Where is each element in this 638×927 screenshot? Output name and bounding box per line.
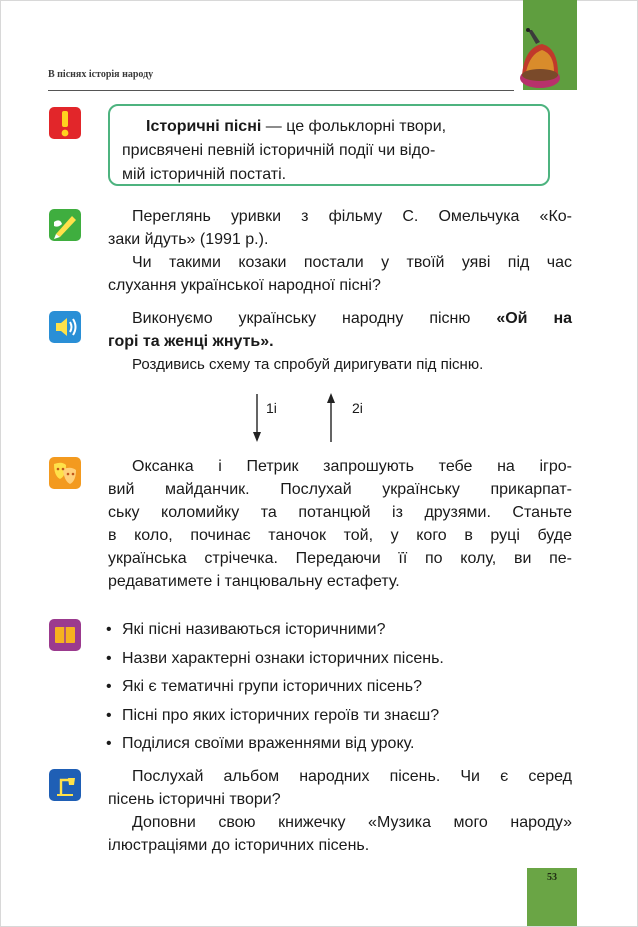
- home-task-line-3-text: Доповни свою книжечку «Музика мого народу»: [132, 814, 572, 831]
- game-task-line-3: ську коломийку та потанцюй із друзями. Станьте: [108, 504, 572, 521]
- song-task-line-3: Роздивись схему та спробуй диригувати під пісню.: [132, 356, 484, 373]
- definition-line-2: присвячені певній історичній події чи відо-: [122, 142, 436, 159]
- question-item: • Назви характерні ознаки історичних пісень.: [106, 645, 444, 674]
- exclamation-icon: [48, 106, 82, 140]
- game-task-line-5: українська стрічечка. Передаючи її по колу, ви пе-: [108, 550, 572, 567]
- definition-line-3: мій історичній постаті.: [122, 166, 287, 183]
- definition-term: Історичні пісні: [146, 118, 262, 135]
- speaker-icon: [48, 310, 82, 344]
- song-task-line-2: [108, 330, 572, 353]
- question-item: • Які пісні називаються історичними?: [106, 616, 444, 645]
- film-task-line-3-text: Чи такими козаки постали у твоїй уяві під час: [132, 254, 572, 271]
- home-task-line-2: пісень історичні твори?: [108, 791, 281, 808]
- game-task: [108, 455, 572, 593]
- header-rule: [48, 90, 514, 91]
- film-task: [108, 205, 572, 297]
- film-task-line-3: [108, 251, 572, 274]
- film-task-line-4: слухання української народної пісні?: [108, 277, 381, 294]
- beat-2-label: 2і: [352, 400, 363, 416]
- page-number: 53: [547, 872, 557, 883]
- definition-line-1-rest: — це фольклорні твори,: [261, 118, 447, 135]
- film-task-line-1-text: Переглянь уривки з фільму С. Омельчука «Ко-: [132, 208, 572, 225]
- film-task-line-1: [108, 205, 572, 228]
- home-task-line-1-text: Послухай альбом народних пісень. Чи є серед: [132, 768, 572, 785]
- song-task-line-1-plain: Виконуємо українську народну пісню: [132, 310, 497, 327]
- song-task: [108, 307, 572, 376]
- paint-pencil-icon: [48, 208, 82, 242]
- game-task-line-6: редаватимете і танцювальну естафету.: [108, 573, 400, 590]
- questions-list: [106, 616, 444, 759]
- home-task-line-1: [108, 765, 572, 788]
- down-arrow: [253, 394, 261, 442]
- question-item: • Які є тематичні групи історичних пісень?: [106, 673, 444, 702]
- game-task-line-4: в коло, починає таночок той, у кого в руці буде: [108, 527, 572, 544]
- definition-line-1: [122, 115, 536, 139]
- book-icon: [48, 618, 82, 652]
- cossack-hat-icon: [514, 28, 562, 92]
- home-task: [108, 765, 572, 857]
- question-item: • Пісні про яких історичних героїв ти знаєш?: [106, 702, 444, 731]
- definition-box: [108, 104, 550, 186]
- game-task-line-2: вий майданчик. Послухай українську прикарпат-: [108, 481, 572, 498]
- desk-lamp-icon: [48, 768, 82, 802]
- song-title-part-1: «Ой на: [496, 310, 573, 327]
- conducting-scheme: [248, 392, 388, 444]
- game-task-line-1-text: Оксанка і Петрик запрошують тебе на ігро-: [132, 458, 572, 475]
- up-arrow: [327, 393, 335, 442]
- game-task-line-1: [108, 455, 572, 478]
- question-item: • Поділися своїми враженнями від уроку.: [106, 730, 444, 759]
- beat-1-label: 1і: [266, 400, 277, 416]
- running-title: В піснях історія народу: [48, 69, 154, 80]
- song-task-line-1: [108, 307, 572, 330]
- film-task-line-2: заки йдуть» (1991 р.).: [108, 231, 269, 248]
- home-task-line-4: ілюстраціями до історичних пісень.: [108, 837, 370, 854]
- home-task-line-3: [108, 811, 572, 834]
- song-title-part-2: горі та женці жнуть».: [108, 333, 274, 350]
- theater-masks-icon: [48, 456, 82, 490]
